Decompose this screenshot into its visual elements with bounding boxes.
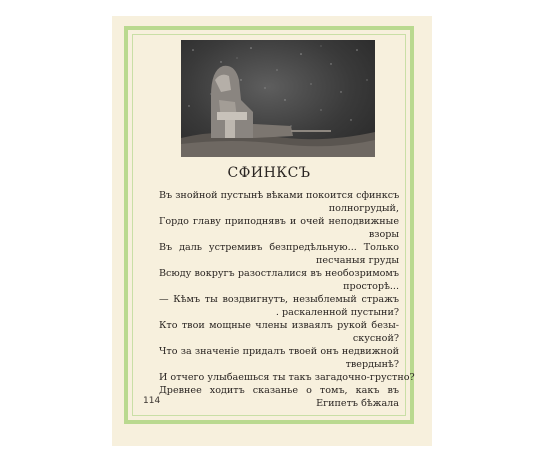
poem-line: Въ знойной пустынѣ вѣками покоится сфинксъ [159,190,400,201]
poem-line: Что за значеніе придалъ твоей онъ недвижной [159,346,399,357]
poem-title: СФИНКСЪ [227,165,311,181]
poem-line: песчаныя груды [316,255,399,266]
poem-line: Кто твои мощные члены изваялъ рукой безы- [159,320,399,331]
poem-line: . раскаленной пустыни? [275,307,399,318]
poem-line: Египетъ бѣжала [316,398,399,409]
poem-line: полногрудый, [328,203,399,214]
poem-line: — Кѣмъ ты воздвигнутъ, незыблемый стражъ [159,294,399,305]
poem-line: Всюду вокругъ разостлалися въ необозримомъ [159,268,399,279]
poem-line: взоры [368,229,399,240]
poem-line: твердынѣ? [345,359,399,370]
poem-line: Въ даль устремивъ безпредѣльную... Только [159,242,399,253]
poem-line: И отчего улыбаешься ты такъ загадочно-грустно? [159,372,415,383]
sphinx-illustration [181,40,375,157]
poem-line: Гордо главу приподнявъ и очей неподвижные [159,216,399,227]
page-number: 114 [143,396,161,406]
poem-line: скусной? [352,333,399,344]
poem-line: просторѣ... [343,281,399,292]
poem-line: Древнее ходитъ сказанье о томъ, какъ въ [159,385,399,396]
